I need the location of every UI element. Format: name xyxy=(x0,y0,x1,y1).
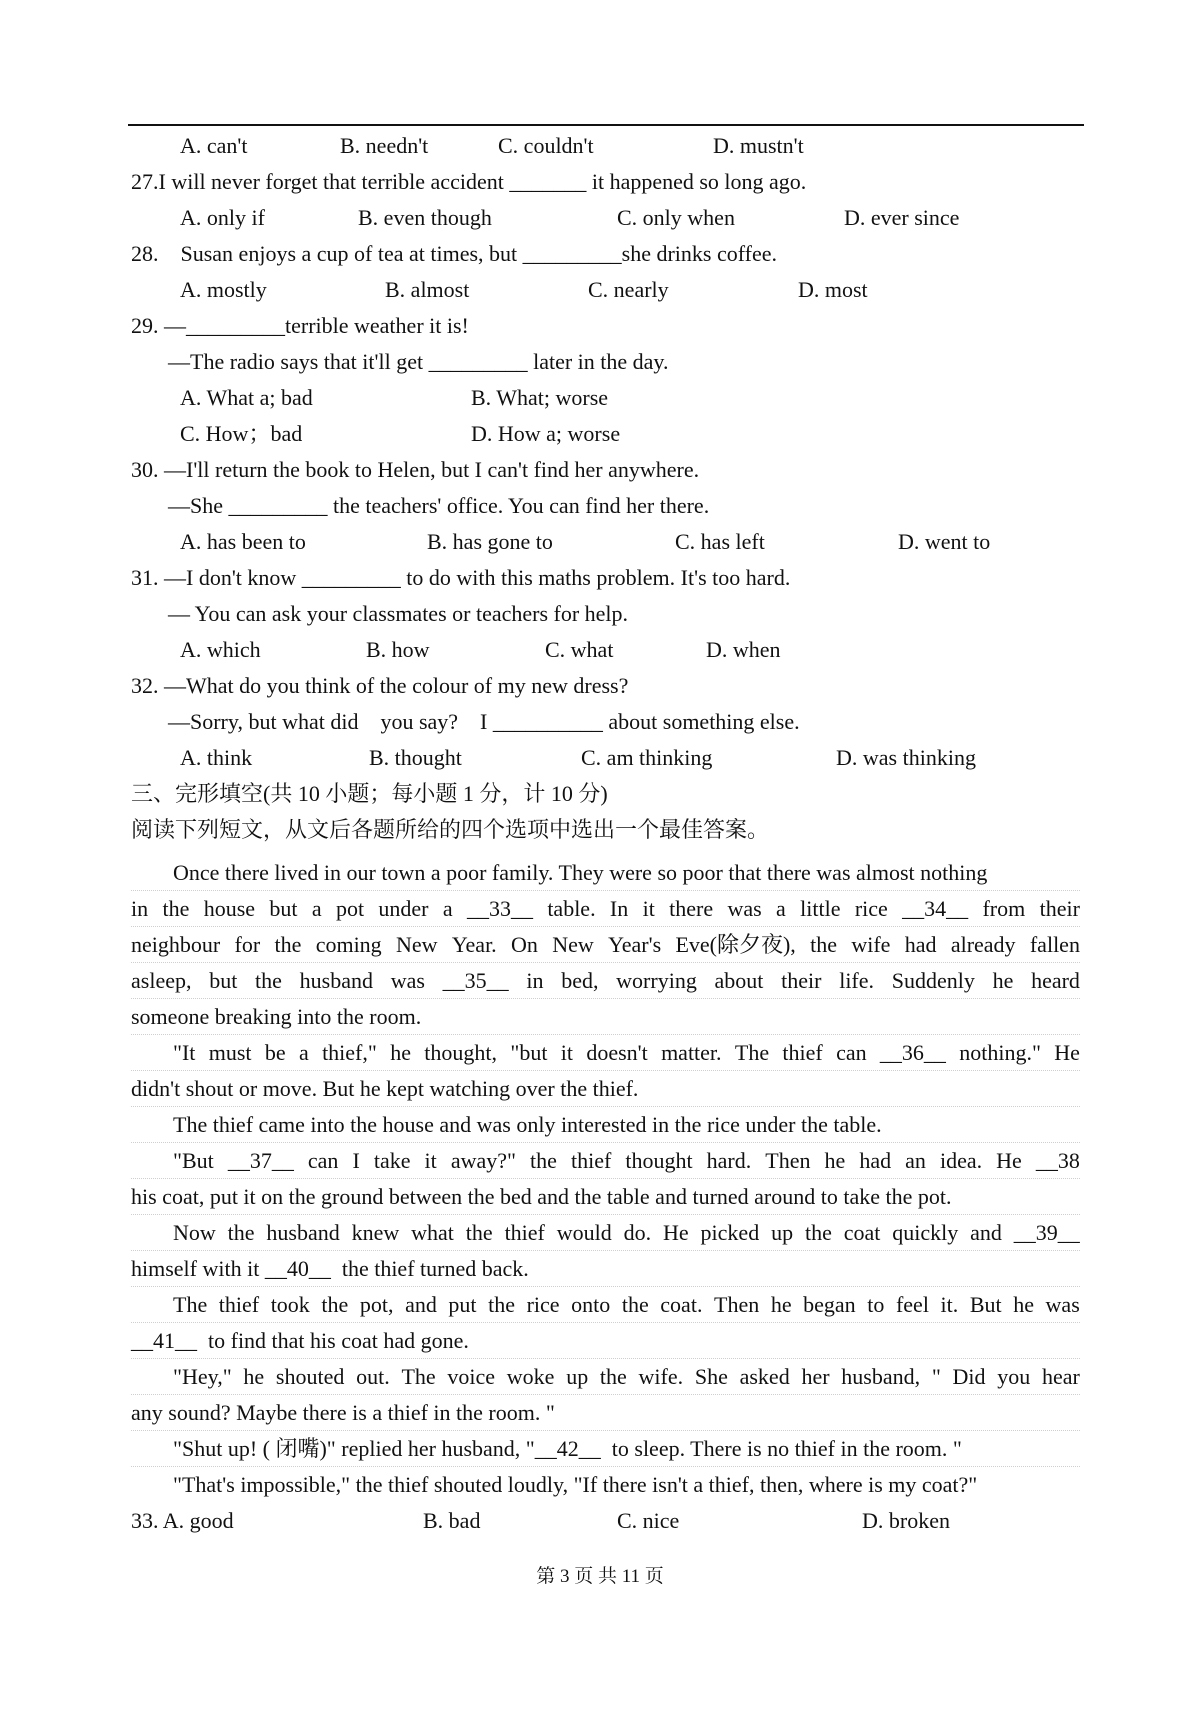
passage-word: He xyxy=(1054,1040,1080,1065)
passage-line xyxy=(173,1215,1080,1251)
q31-options xyxy=(0,632,1200,668)
passage-word: and xyxy=(970,1220,1002,1245)
stem-text: 27.I will never forget that terrible accident xyxy=(131,169,510,194)
passage-word: coming xyxy=(315,932,382,957)
passage-word: feel xyxy=(895,1292,929,1317)
q33-options xyxy=(0,1503,1200,1539)
stem-text: 30. —I'll return the book to Helen, but I can't find her anywhere. xyxy=(131,457,700,482)
passage-word: husband, xyxy=(841,1364,921,1389)
passage-word: thief xyxy=(218,1292,260,1317)
passage-word: from xyxy=(982,896,1026,921)
passage-word: quickly xyxy=(892,1220,959,1245)
passage-word: her xyxy=(801,1364,830,1389)
passage-word: had xyxy=(904,932,937,957)
passage-word: Now xyxy=(173,1220,216,1245)
passage-word: hear xyxy=(1042,1364,1080,1389)
option-c: C. couldn't xyxy=(498,133,594,158)
passage-word: a xyxy=(776,896,786,921)
passage-word: little xyxy=(800,896,841,921)
passage-word: he xyxy=(992,968,1014,993)
q32-line-1 xyxy=(0,668,1200,704)
option-d: D. when xyxy=(706,637,781,662)
option-b: B. thought xyxy=(369,745,462,770)
passage-word: onto xyxy=(571,1292,611,1317)
passage-word: But xyxy=(969,1292,1002,1317)
answer-blank: __38 xyxy=(1035,1148,1080,1173)
option-d: D. was thinking xyxy=(836,745,976,770)
passage-word: New xyxy=(552,932,594,957)
passage-text: someone breaking into the room. xyxy=(131,1004,422,1029)
passage-word: do. xyxy=(623,1220,652,1245)
passage-word: wife xyxy=(851,932,891,957)
answer-blank: __36__ xyxy=(879,1040,946,1065)
section-instruction xyxy=(0,812,1200,848)
passage-word: Year's xyxy=(608,932,662,957)
instruction-text: 阅读下列短文，从文后各题所给的四个选项中选出一个最佳答案。 xyxy=(131,817,770,842)
answer-blank: __33__ xyxy=(466,896,533,921)
q30-options xyxy=(0,524,1200,560)
passage-word: wife. xyxy=(638,1364,684,1389)
passage-word: the xyxy=(621,1292,649,1317)
q30-line-1 xyxy=(0,452,1200,488)
option-a: 33. A. good xyxy=(131,1508,234,1533)
passage-word: under xyxy=(378,896,429,921)
option-c: C. How；bad xyxy=(180,421,303,446)
answer-blank: _________ xyxy=(186,313,285,338)
passage-word: would xyxy=(556,1220,612,1245)
passage-word: was xyxy=(727,896,762,921)
passage-word: already xyxy=(950,932,1016,957)
section-heading xyxy=(0,776,1200,812)
passage-word: be xyxy=(264,1040,286,1065)
passage-word: a xyxy=(298,1040,309,1065)
passage-line xyxy=(0,999,1200,1035)
answer-blank: __34__ xyxy=(902,896,969,921)
passage-word: I xyxy=(352,1148,360,1173)
passage-line xyxy=(173,1143,1080,1179)
q31-line-2 xyxy=(0,596,1200,632)
passage-word: heard xyxy=(1031,968,1080,993)
option-c: C. has left xyxy=(675,529,765,554)
stem-text: about something else. xyxy=(602,709,800,734)
passage-line xyxy=(131,927,1080,963)
page-footer: 第 3 页 共 11 页 xyxy=(536,1566,664,1587)
option-b: B. has gone to xyxy=(427,529,553,554)
passage-word: "Hey," xyxy=(173,1364,232,1389)
passage-word: a xyxy=(442,896,453,921)
q26-options xyxy=(0,128,1200,164)
answer-blank: __37__ xyxy=(227,1148,294,1173)
passage-word: rice xyxy=(526,1292,560,1317)
q28-options xyxy=(0,272,1200,308)
passage-word: the xyxy=(162,896,190,921)
passage-word: Year. xyxy=(451,932,497,957)
passage-line xyxy=(173,1287,1080,1323)
passage-word: but xyxy=(209,968,238,993)
passage-word: table. xyxy=(547,896,596,921)
q27-options xyxy=(0,200,1200,236)
passage-word: but xyxy=(269,896,298,921)
passage-word: idea. xyxy=(939,1148,983,1173)
passage-line xyxy=(0,1395,1200,1431)
passage-word: "It xyxy=(173,1040,196,1065)
passage-word: In xyxy=(609,896,629,921)
option-b: B. almost xyxy=(385,277,470,302)
passage-word: He xyxy=(663,1220,689,1245)
answer-blank: _________ xyxy=(228,493,328,518)
stem-text: —She xyxy=(168,493,229,518)
passage-text: "That's impossible," the thief shouted loudly, "If there isn't a thief, then, where is my coat?" xyxy=(173,1472,978,1497)
passage-word: picked xyxy=(700,1220,760,1245)
passage-word: an xyxy=(905,1148,926,1173)
passage-word: husband xyxy=(299,968,373,993)
passage-word: voice xyxy=(447,1364,496,1389)
passage-word: their xyxy=(781,968,822,993)
answer-blank: _________ xyxy=(428,349,528,374)
passage-word: Eve(除夕夜), xyxy=(675,932,796,957)
option-a: A. What a; bad xyxy=(180,385,313,410)
q29-options-row-1 xyxy=(0,380,1200,416)
stem-text: later in the day. xyxy=(527,349,669,374)
passage-word: pot xyxy=(335,896,365,921)
passage-word: The xyxy=(734,1040,770,1065)
q29-line-2 xyxy=(0,344,1200,380)
passage-word: Then xyxy=(714,1292,760,1317)
passage-word: up xyxy=(566,1364,589,1389)
passage-word: fallen xyxy=(1029,932,1080,957)
passage-text: __41__ to find that his coat had gone. xyxy=(131,1328,469,1353)
passage-word: neighbour xyxy=(131,932,221,957)
stem-text: the teachers' office. You can find her there. xyxy=(327,493,710,518)
option-c: C. only when xyxy=(617,205,735,230)
passage-text: didn't shout or move. But he kept watching over the thief. xyxy=(131,1076,639,1101)
stem-text: it happened so long ago. xyxy=(586,169,807,194)
passage-word: asked xyxy=(739,1364,790,1389)
option-b: B. What; worse xyxy=(471,385,609,410)
passage-text: "Shut up! ( 闭嘴)" replied her husband, "__42__ to sleep. There is no thief in the room. " xyxy=(173,1436,962,1461)
passage-text: his coat, put it on the ground between the bed and the table and turned around to take the pot. xyxy=(131,1184,952,1209)
passage-word: life. xyxy=(839,968,875,993)
passage-word: husband xyxy=(266,1220,340,1245)
passage-word: you xyxy=(997,1364,1031,1389)
passage-line xyxy=(0,1323,1200,1359)
passage-word: house xyxy=(203,896,256,921)
passage-word: to xyxy=(867,1292,885,1317)
passage-word: he xyxy=(770,1292,792,1317)
passage-word: he xyxy=(824,1148,846,1173)
passage-word: matter. xyxy=(661,1040,722,1065)
option-c: C. nearly xyxy=(588,277,669,302)
option-d: D. How a; worse xyxy=(471,421,621,446)
answer-blank: __39__ xyxy=(1013,1220,1080,1245)
passage-word: the xyxy=(465,1220,493,1245)
passage-word: " xyxy=(931,1364,941,1389)
passage-word: hard. xyxy=(706,1148,752,1173)
passage-word: in xyxy=(131,896,149,921)
passage-word: away?" xyxy=(450,1148,516,1173)
passage-text: The thief came into the house and was only interested in the rice under the table. xyxy=(173,1112,882,1137)
passage-line xyxy=(173,1035,1080,1071)
passage-word: the xyxy=(255,968,282,993)
passage-word: The xyxy=(173,1292,208,1317)
stem-text: —Sorry, but what did you say? I xyxy=(168,709,493,734)
passage-word: worrying xyxy=(616,968,697,993)
passage-word: began xyxy=(803,1292,856,1317)
passage-word: and xyxy=(405,1292,437,1317)
option-c: C. what xyxy=(545,637,614,662)
passage-word: knew xyxy=(351,1220,400,1245)
option-b: B. how xyxy=(366,637,430,662)
q31-line-1 xyxy=(0,560,1200,596)
passage-word: He xyxy=(996,1148,1022,1173)
stem-text: terrible weather it is! xyxy=(285,313,469,338)
q28-stem xyxy=(0,236,1200,272)
answer-blank: __35__ xyxy=(442,968,509,993)
passage-word: take xyxy=(373,1148,411,1173)
option-a: A. only if xyxy=(180,205,265,230)
passage-word: thought xyxy=(625,1148,693,1173)
option-c: C. am thinking xyxy=(581,745,713,770)
passage-word: the xyxy=(810,932,838,957)
answer-blank: __________ xyxy=(492,709,603,734)
stem-text: 29. — xyxy=(131,313,186,338)
option-d: D. went to xyxy=(898,529,991,554)
header-rule xyxy=(128,124,1084,126)
passage-word: thief xyxy=(782,1040,823,1065)
passage-line xyxy=(0,1071,1200,1107)
passage-word: She xyxy=(694,1364,728,1389)
passage-word: had xyxy=(859,1148,892,1173)
passage-word: put xyxy=(448,1292,477,1317)
passage-word: New xyxy=(396,932,438,957)
passage-word: must xyxy=(208,1040,252,1065)
passage-word: the xyxy=(599,1364,627,1389)
option-a: A. has been to xyxy=(180,529,306,554)
passage-text: any sound? Maybe there is a thief in the room. " xyxy=(131,1400,555,1425)
passage-word: nothing." xyxy=(959,1040,1041,1065)
passage-line xyxy=(0,1107,1200,1143)
passage-line xyxy=(0,1179,1200,1215)
option-a: A. mostly xyxy=(180,277,267,302)
passage-word: the xyxy=(530,1148,557,1173)
stem-text: 32. —What do you think of the colour of my new dress? xyxy=(131,673,629,698)
passage-word: can xyxy=(307,1148,339,1173)
passage-line xyxy=(173,1359,1080,1395)
passage-line xyxy=(131,963,1080,999)
passage-word: doesn't xyxy=(586,1040,648,1065)
q27-stem xyxy=(0,164,1200,200)
passage-word: what xyxy=(411,1220,454,1245)
passage-word: the xyxy=(488,1292,515,1317)
passage-word: the xyxy=(804,1220,832,1245)
passage-word: woke xyxy=(506,1364,555,1389)
passage-word: thief xyxy=(504,1220,545,1245)
answer-blank: _________ xyxy=(522,241,622,266)
q29-options-row-2 xyxy=(0,416,1200,452)
answer-blank: _______ xyxy=(509,169,587,194)
passage-line xyxy=(0,855,1200,891)
option-d: D. most xyxy=(798,277,868,302)
passage-word: coat. xyxy=(660,1292,703,1317)
passage-word: up xyxy=(771,1220,794,1245)
passage-word: rice xyxy=(854,896,888,921)
stem-text: 31. —I don't know xyxy=(131,565,302,590)
stem-text: she drinks coffee. xyxy=(621,241,778,266)
passage-word: Did xyxy=(952,1364,986,1389)
passage-word: asleep, xyxy=(131,968,192,993)
passage-line xyxy=(0,1431,1200,1467)
heading-text: 三、完形填空(共 10 小题；每小题 1 分，计 10 分) xyxy=(131,781,608,806)
passage-word: was xyxy=(390,968,425,993)
q32-options xyxy=(0,740,1200,776)
option-d: D. ever since xyxy=(844,205,960,230)
passage-word: it xyxy=(560,1040,573,1065)
passage-word: can xyxy=(836,1040,867,1065)
stem-text: —The radio says that it'll get xyxy=(168,349,429,374)
passage-word: thief," xyxy=(322,1040,377,1065)
q29-line-1 xyxy=(0,308,1200,344)
option-d: D. mustn't xyxy=(713,133,804,158)
answer-blank: _________ xyxy=(301,565,401,590)
passage-text: himself with it __40__ the thief turned back. xyxy=(131,1256,529,1281)
passage-word: was xyxy=(1045,1292,1080,1317)
option-a: A. can't xyxy=(180,133,248,158)
passage-word: a xyxy=(311,896,322,921)
passage-word: shouted xyxy=(275,1364,345,1389)
passage-word: bed, xyxy=(561,968,599,993)
passage-word: coat xyxy=(843,1220,881,1245)
passage-word: about xyxy=(714,968,764,993)
passage-word: the xyxy=(321,1292,349,1317)
option-a: A. which xyxy=(180,637,261,662)
passage-word: the xyxy=(227,1220,255,1245)
stem-text: — You can ask your classmates or teachers for help. xyxy=(168,601,629,626)
passage-word: he xyxy=(243,1364,265,1389)
passage-line xyxy=(0,1467,1200,1503)
passage-word: in xyxy=(526,968,544,993)
passage-word: the xyxy=(274,932,302,957)
passage-text: Once there lived in our town a poor family. They were so poor that there was almost nothing xyxy=(173,860,988,885)
passage-word: it xyxy=(424,1148,437,1173)
passage-word: it. xyxy=(940,1292,959,1317)
option-a: A. think xyxy=(180,745,253,770)
passage-word: "but xyxy=(510,1040,548,1065)
stem-text: 28. Susan enjoys a cup of tea at times, but xyxy=(131,241,523,266)
passage-word: thief xyxy=(570,1148,612,1173)
passage-word: "But xyxy=(173,1148,214,1173)
passage-word: pot, xyxy=(359,1292,394,1317)
passage-word: Then xyxy=(765,1148,811,1173)
q30-line-2 xyxy=(0,488,1200,524)
passage-word: their xyxy=(1039,896,1080,921)
option-b: B. needn't xyxy=(340,133,429,158)
passage-word: out. xyxy=(356,1364,390,1389)
passage-word: for xyxy=(234,932,261,957)
passage-word: he xyxy=(390,1040,411,1065)
stem-text: to do with this maths problem. It's too hard. xyxy=(400,565,791,590)
option-b: B. even though xyxy=(358,205,492,230)
option-b: B. bad xyxy=(423,1508,481,1533)
passage-word: took xyxy=(270,1292,310,1317)
passage-word: it xyxy=(642,896,655,921)
passage-word: The xyxy=(401,1364,436,1389)
q32-line-2 xyxy=(0,704,1200,740)
option-c: C. nice xyxy=(617,1508,680,1533)
passage-line xyxy=(0,1251,1200,1287)
passage-word: On xyxy=(511,932,538,957)
passage-word: Suddenly xyxy=(891,968,975,993)
passage-word: thought, xyxy=(424,1040,498,1065)
option-d: D. broken xyxy=(862,1508,950,1533)
passage-line xyxy=(131,891,1080,927)
passage-word: he xyxy=(1013,1292,1034,1317)
passage-word: there xyxy=(669,896,714,921)
